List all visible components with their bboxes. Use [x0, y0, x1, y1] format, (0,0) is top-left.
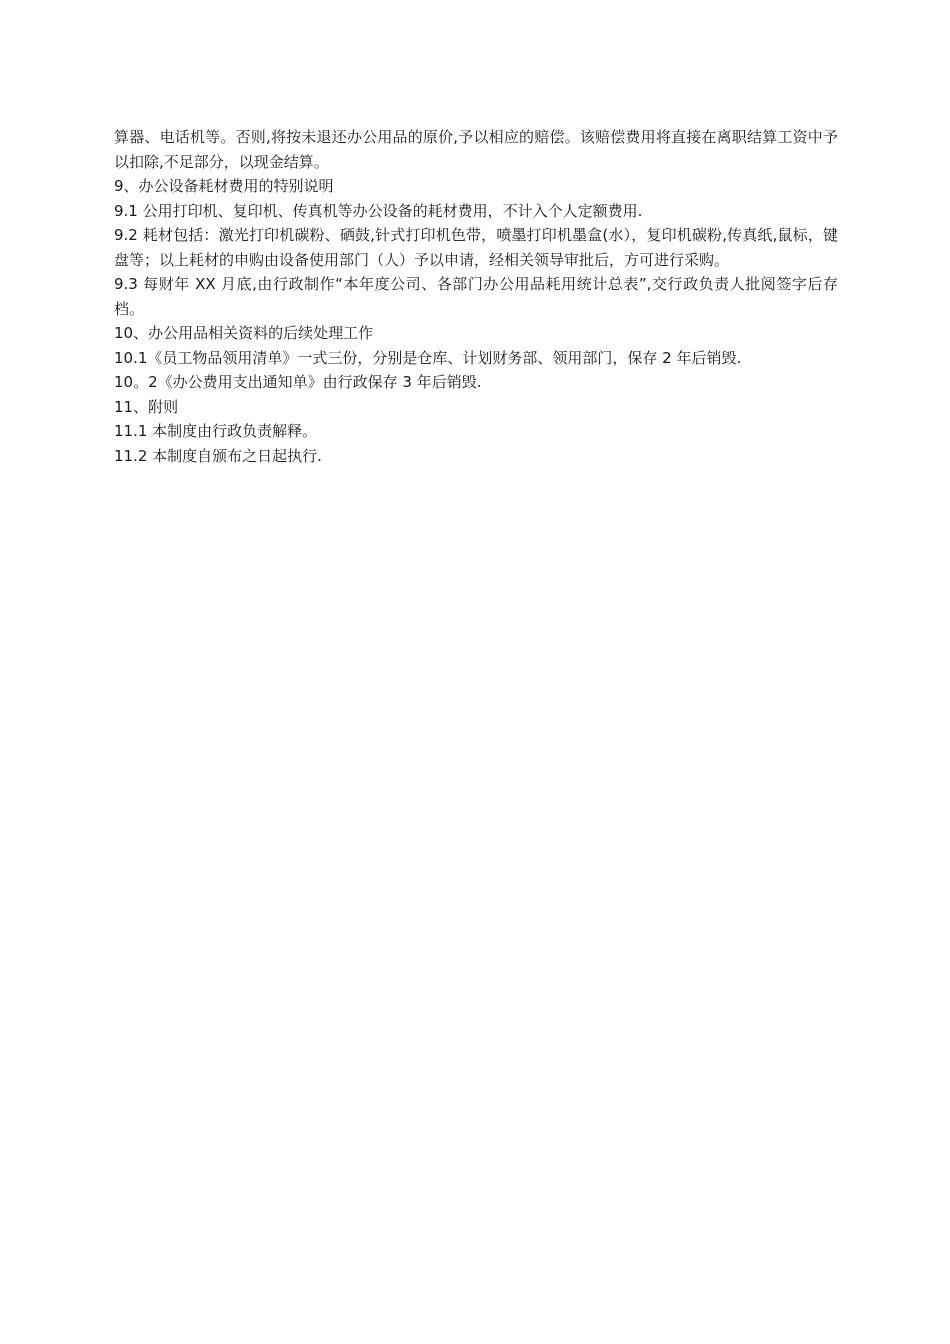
section-11-heading: 11、附则 [114, 397, 179, 416]
clause-10-1: 10.1《员工物品领用清单》一式三份，分别是仓库、计划财务部、领用部门，保存 2 年后销毁. [114, 348, 742, 367]
paragraph-compensation-clause: 算器、电话机等。否则,将按未退还办公用品的原价,予以相应的赔偿。该赔偿费用将直接在离职结算工资中予以扣除,不足部分，以现金结算。 [114, 128, 838, 171]
section-10-heading: 10、办公用品相关资料的后续处理工作 [114, 324, 374, 342]
clause-9-1: 9.1 公用打印机、复印机、传真机等办公设备的耗材费用，不计入个人定额费用. [114, 201, 643, 220]
clause-11-2: 11.2 本制度自颁布之日起执行. [114, 446, 322, 465]
clause-9-2: 9.2 耗材包括：激光打印机碳粉、硒鼓,针式打印机色带，喷墨打印机墨盒(水），复印机碳粉,传真纸,鼠标，键盘等；以上耗材的申购由设备使用部门（人）予以申请，经相关领导审批后，方可进行采购。 [114, 226, 838, 269]
section-9-heading: 9、办公设备耗材费用的特别说明 [114, 177, 334, 195]
clause-11-1: 11.1 本制度由行政负责解释。 [114, 422, 318, 440]
clause-10-2: 10。2《办公费用支出通知单》由行政保存 3 年后销毁. [114, 373, 482, 391]
clause-9-3: 9.3 每财年 XX 月底,由行政制作“本年度公司、各部门办公用品耗用统计总表”,交行政负责人批阅签字后存档。 [114, 275, 838, 318]
document-body [114, 125, 838, 468]
